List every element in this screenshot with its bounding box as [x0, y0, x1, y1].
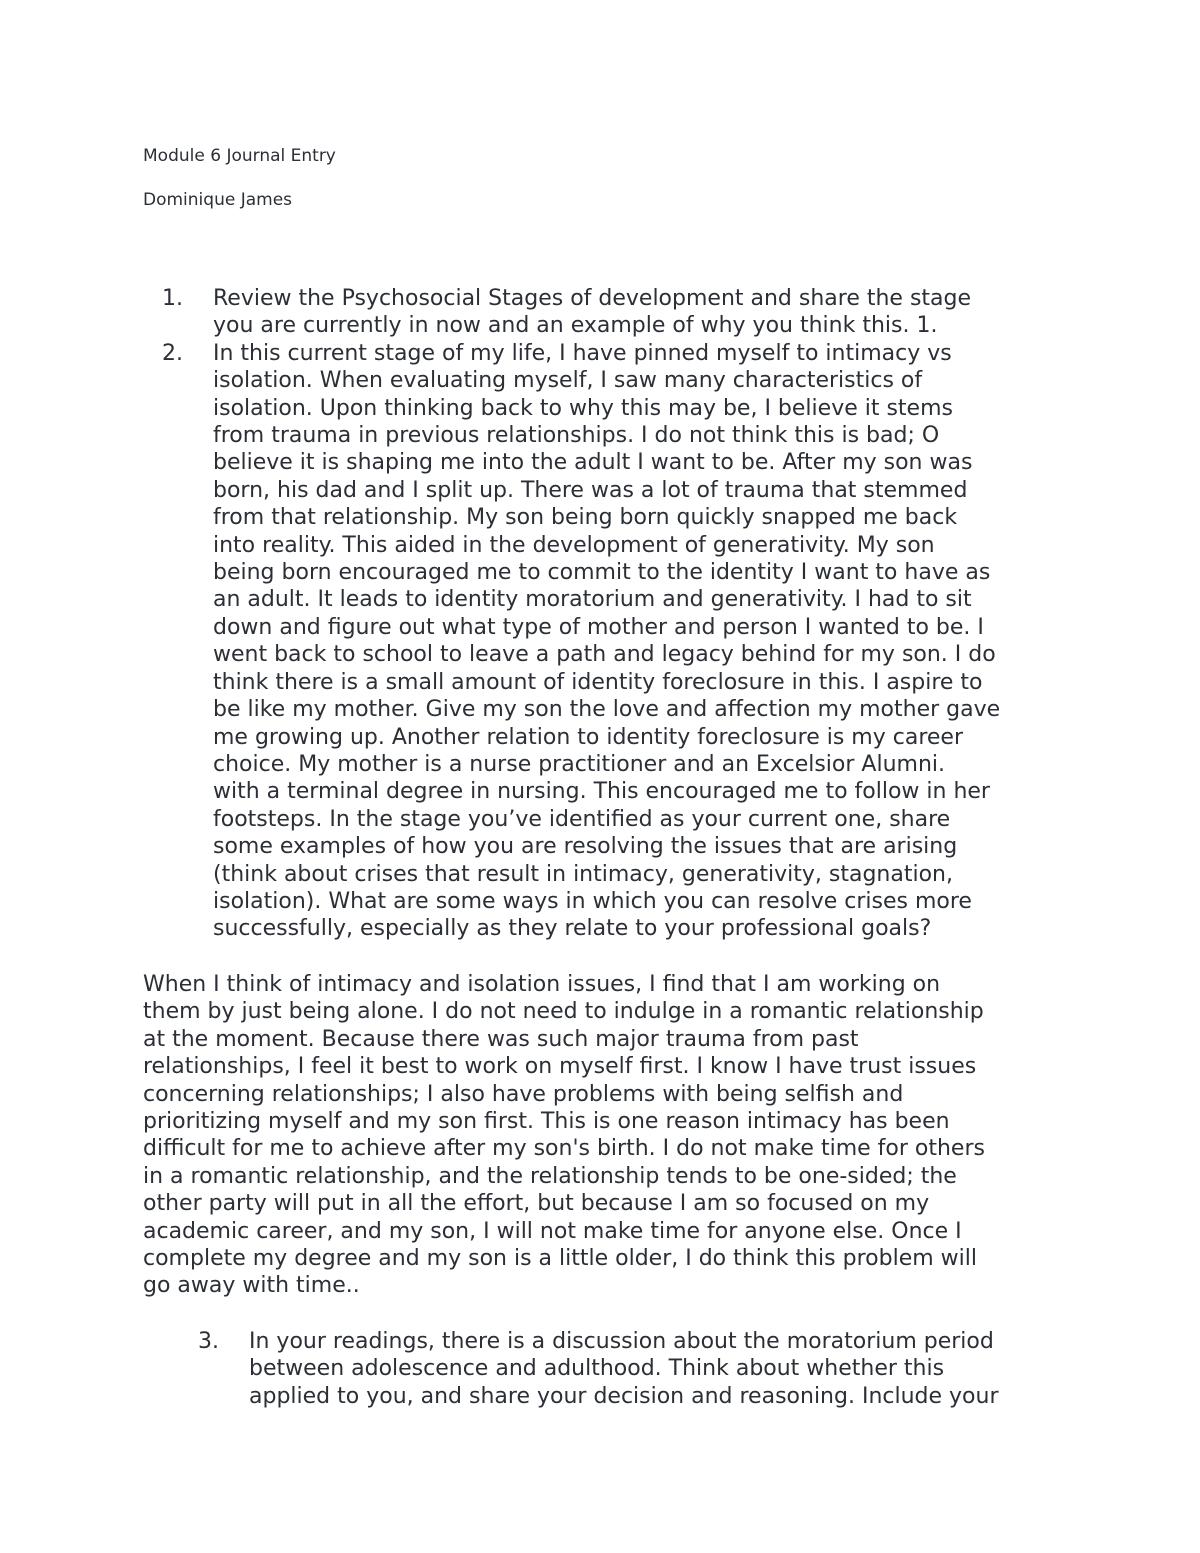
text-line: other party will put in all the effort, but because I am so focused on my — [143, 1191, 930, 1217]
list-item-2 — [162, 340, 1093, 943]
response-paragraph — [143, 971, 1063, 1300]
text-line: in a romantic relationship, and the relationship tends to be one-sided; the — [143, 1163, 957, 1189]
text-line: go away with time.. — [143, 1273, 360, 1299]
text-line: some examples of how you are resolving the issues that are arising — [213, 834, 958, 860]
text-line: me growing up. Another relation to identity foreclosure is my career — [213, 724, 964, 750]
text-line: between adolescence and adulthood. Think about whether this — [249, 1356, 945, 1382]
text-line: isolation. When evaluating myself, I saw many characteristics of — [213, 368, 923, 394]
list-item-3 — [198, 1328, 1129, 1410]
text-line: relationships, I feel it best to work on myself first. I know I have trust issues — [143, 1054, 977, 1080]
text-line: into reality. This aided in the development of generativity. My son — [213, 532, 935, 558]
list-number: 3. — [198, 1329, 219, 1354]
text-line: complete my degree and my son is a little older, I do think this problem will — [143, 1246, 977, 1272]
numbered-list-questions — [162, 285, 1093, 943]
text-line: In this current stage of my life, I have pinned myself to intimacy vs — [213, 340, 952, 366]
document-author: Dominique James — [143, 190, 293, 210]
text-line: went back to school to leave a path and legacy behind for my son. I do — [213, 642, 996, 668]
text-line: choice. My mother is a nurse practitioner and an Excelsior Alumni. — [213, 751, 945, 777]
list-number: 1. — [162, 286, 183, 311]
text-line: from that relationship. My son being born quickly snapped me back — [213, 505, 958, 531]
text-line: being born encouraged me to commit to the identity I want to have as — [213, 560, 991, 586]
text-line: prioritizing myself and my son first. This is one reason intimacy has been — [143, 1109, 950, 1135]
text-line: born, his dad and I split up. There was a lot of trauma that stemmed — [213, 477, 968, 503]
text-line: Review the Psychosocial Stages of development and share the stage — [213, 286, 972, 311]
text-line: difficult for me to achieve after my son's birth. I do not make time for others — [143, 1136, 985, 1162]
text-line: When I think of intimacy and isolation issues, I find that I am working on — [143, 972, 941, 997]
text-line: (think about crises that result in intimacy, generativity, stagnation, — [213, 861, 953, 887]
text-line: be like my mother. Give my son the love and affection my mother gave — [213, 697, 1001, 723]
text-line: footsteps. In the stage you’ve identified as your current one, share — [213, 806, 951, 832]
text-line: think there is a small amount of identity foreclosure in this. I aspire to — [213, 669, 983, 695]
text-line: believe it is shaping me into the adult I want to be. After my son was — [213, 450, 973, 476]
list-number: 2. — [162, 340, 183, 366]
text-line: at the moment. Because there was such major trauma from past — [143, 1026, 859, 1052]
text-line: isolation. Upon thinking back to why this may be, I believe it stems — [213, 395, 953, 421]
text-line: down and figure out what type of mother and person I wanted to be. I — [213, 614, 984, 640]
text-line: them by just being alone. I do not need to indulge in a romantic relationship — [143, 999, 984, 1025]
text-line: academic career, and my son, I will not make time for anyone else. Once I — [143, 1218, 962, 1244]
list-item-1 — [162, 285, 1093, 340]
text-line: successfully, especially as they relate to your professional goals? — [213, 916, 932, 942]
text-line: applied to you, and share your decision and reasoning. Include your — [249, 1383, 999, 1409]
document-title: Module 6 Journal Entry — [143, 146, 336, 166]
text-line: an adult. It leads to identity moratorium and generativity. I had to sit — [213, 587, 972, 613]
numbered-list-question-3 — [198, 1328, 1129, 1410]
text-line: with a terminal degree in nursing. This encouraged me to follow in her — [213, 779, 990, 805]
text-line: isolation). What are some ways in which you can resolve crises more — [213, 888, 972, 914]
text-line: In your readings, there is a discussion about the moratorium period — [249, 1329, 994, 1354]
text-line: you are currently in now and an example of why you think this. 1. — [213, 313, 938, 339]
text-line: from trauma in previous relationships. I do not think this is bad; O — [213, 423, 940, 449]
text-line: concerning relationships; I also have problems with being selfish and — [143, 1081, 904, 1107]
